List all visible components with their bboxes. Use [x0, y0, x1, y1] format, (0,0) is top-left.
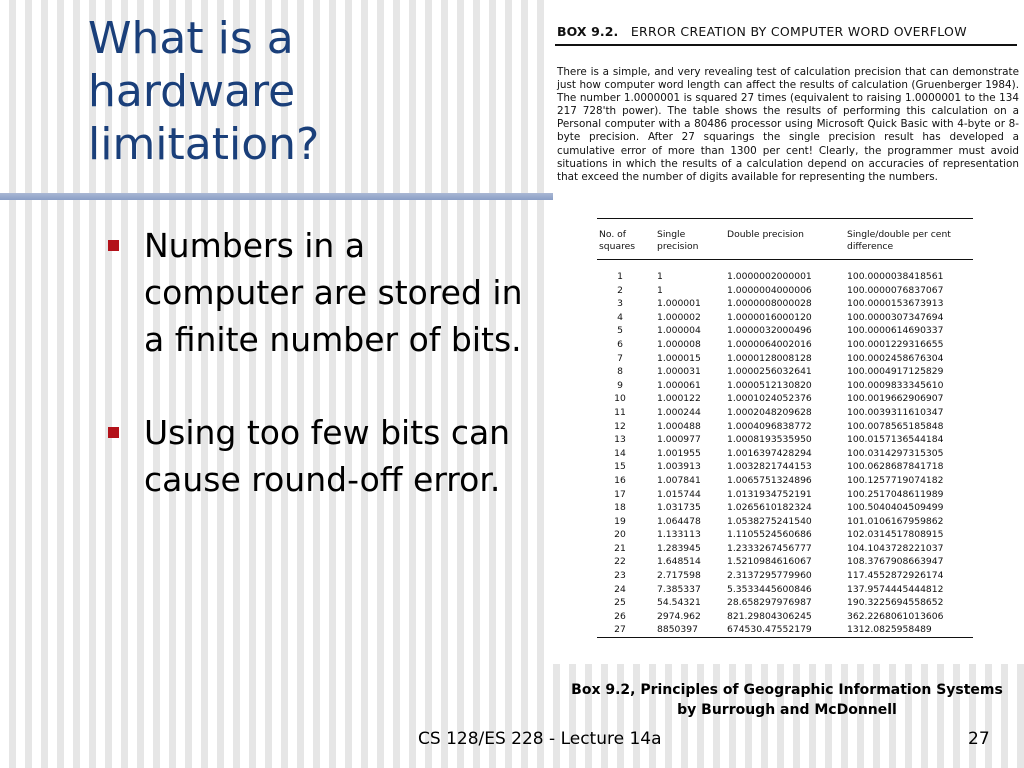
- table-cell: 137.9574445444812: [847, 583, 944, 595]
- table-cell: 190.3225694558652: [847, 597, 944, 609]
- col-header-squares: No. of squares: [599, 229, 636, 252]
- table-cell: 1.000015: [657, 352, 701, 364]
- table-cell: 362.2268061013606: [847, 610, 944, 622]
- table-row: [597, 324, 973, 338]
- table-cell: 100.0000076837067: [847, 284, 944, 296]
- table-cell: 2: [617, 284, 623, 296]
- table-cell: 1.648514: [657, 556, 701, 568]
- table-cell: 24: [614, 583, 626, 595]
- table-cell: 2.717598: [657, 570, 701, 582]
- table-row: [597, 583, 973, 597]
- page-number: 27: [968, 729, 990, 749]
- table-cell: 1.000488: [657, 420, 701, 432]
- table-row: [597, 338, 973, 352]
- table-cell: 2.3137295779960: [727, 570, 812, 582]
- table-cell: 9: [617, 379, 623, 391]
- table-cell: 1.0538275241540: [727, 515, 812, 527]
- table-cell: 102.0314517808915: [847, 529, 944, 541]
- bullet-item: [104, 409, 524, 503]
- table-cell: 1.000244: [657, 406, 701, 418]
- table-cell: 1.000031: [657, 366, 701, 378]
- table-cell: 1.0016397428294: [727, 447, 812, 459]
- table-cell: 100.0078565185848: [847, 420, 944, 432]
- table-cell: 10: [614, 393, 626, 405]
- table-row: [597, 311, 973, 325]
- table-cell: 100.0000307347694: [847, 311, 944, 323]
- box-title: ERROR CREATION BY COMPUTER WORD OVERFLOW: [630, 24, 967, 39]
- table-cell: 1.000061: [657, 379, 701, 391]
- table-cell: 1.007841: [657, 474, 701, 486]
- table-cell: 5.3533445600846: [727, 583, 812, 595]
- table-cell: 117.4552872926174: [847, 570, 944, 582]
- table-cell: 20: [614, 529, 626, 541]
- table-row: [597, 488, 973, 502]
- table-cell: 1.1105524560686: [727, 529, 812, 541]
- table-cell: 1.0001024052376: [727, 393, 812, 405]
- table-cell: 19: [614, 515, 626, 527]
- table-cell: 100.0000614690337: [847, 325, 944, 337]
- table-cell: 100.0004917125829: [847, 366, 944, 378]
- bullet-list: [104, 222, 524, 549]
- table-cell: 1.064478: [657, 515, 701, 527]
- table-cell: 7.385337: [657, 583, 701, 595]
- table-cell: 1: [657, 284, 663, 296]
- square-bullet-icon: [108, 427, 119, 438]
- table-row: [597, 460, 973, 474]
- book-excerpt-image: [553, 0, 1024, 664]
- table-body: [597, 260, 973, 638]
- table-cell: 8850397: [657, 624, 698, 636]
- table-cell: 100.0157136544184: [847, 434, 944, 446]
- table-cell: 1.283945: [657, 542, 701, 554]
- table-row: [597, 365, 973, 379]
- table-cell: 1: [617, 271, 623, 282]
- table-cell: 674530.47552179: [727, 624, 812, 636]
- table-cell: 1.0032821744153: [727, 461, 812, 473]
- table-row: [597, 406, 973, 420]
- table-row: [597, 555, 973, 569]
- table-row: [597, 392, 973, 406]
- table-cell: 1.0265610182324: [727, 502, 812, 514]
- table-cell: 26: [614, 610, 626, 622]
- table-row: [597, 420, 973, 434]
- footer-course: CS 128/ES 228 - Lecture 14a: [418, 729, 662, 749]
- table-cell: 27: [614, 624, 626, 636]
- table-cell: 1.001955: [657, 447, 701, 459]
- table-cell: 100.0009833345610: [847, 379, 944, 391]
- table-cell: 1.000004: [657, 325, 701, 337]
- image-caption: Box 9.2, Principles of Geographic Information Systems by Burrough and McDonnell: [571, 682, 1003, 718]
- table-cell: 11: [614, 406, 626, 418]
- table-cell: 821.29804306245: [727, 610, 812, 622]
- table-cell: 22: [614, 556, 626, 568]
- table-cell: 100.0000153673913: [847, 298, 944, 310]
- table-cell: 17: [614, 488, 626, 500]
- table-cell: 12: [614, 420, 626, 432]
- title-divider: [0, 193, 560, 200]
- slide-footer: [0, 729, 1024, 753]
- table-cell: 100.2517048611989: [847, 488, 944, 500]
- slide-title: What is a hardware limitation?: [88, 13, 320, 170]
- table-spacer-row: [597, 260, 973, 271]
- table-cell: 21: [614, 542, 626, 554]
- box-heading: [557, 24, 967, 39]
- table-cell: 1.0065751324896: [727, 474, 812, 486]
- table-cell: 1.000977: [657, 434, 701, 446]
- box-paragraph: There is a simple, and very revealing test of calculation precision that can demonstrate just how computer word length can affect the results of calculation (Gruenberger 1984). The number 1.0000001 is squared 27 times (equivalent to raising 1.0000001 to the 134 217 728'th power). The table shows the results of performing this calculation on a Personal computer with a 80486 processor using Microsoft Quick Basic with 4-byte or 8-byte precision. After 27 squarings the single precision result has developed a cumulative error of more than 1300 per cent! Clearly, the programmer must avoid situations in which the results of a calculation depend on accuracies of representation that exceed the number of digits available for representing the numbers.: [557, 66, 1019, 183]
- table-cell: 3: [617, 298, 623, 310]
- table-cell: 1.015744: [657, 488, 701, 500]
- table-cell: 108.3767908663947: [847, 556, 944, 568]
- table-cell: 100.0002458676304: [847, 352, 944, 364]
- table-cell: 1.0000064002016: [727, 338, 812, 350]
- box-heading-rule: [555, 44, 1017, 46]
- precision-table: [597, 218, 973, 638]
- table-cell: 1.0000004000006: [727, 284, 812, 296]
- col-header-difference: Single/double per cent difference: [847, 229, 951, 252]
- table-cell: 1.0000512130820: [727, 379, 812, 391]
- box-number: BOX 9.2.: [557, 24, 619, 39]
- col-header-double: Double precision: [727, 229, 804, 240]
- table-cell: 1.0000016000120: [727, 311, 812, 323]
- table-row: [597, 447, 973, 461]
- table-cell: 28.658297976987: [727, 597, 812, 609]
- table-cell: 6: [617, 338, 623, 350]
- table-row: [597, 379, 973, 393]
- table-cell: 101.0106167959862: [847, 515, 944, 527]
- table-row: [597, 270, 973, 284]
- table-cell: 16: [614, 474, 626, 486]
- bullet-text: Using too few bits can cause round-off error.: [144, 413, 511, 499]
- table-cell: 1.2333267456777: [727, 542, 812, 554]
- table-row: [597, 596, 973, 610]
- table-cell: 1.0000032000496: [727, 325, 812, 337]
- table-cell: 100.0628687841718: [847, 461, 944, 473]
- table-cell: 1.0000002000001: [727, 271, 812, 282]
- table-cell: 100.5040404509499: [847, 502, 944, 514]
- table-cell: 100.0000038418561: [847, 271, 944, 282]
- table-row: [597, 433, 973, 447]
- table-cell: 100.0039311610347: [847, 406, 944, 418]
- table-cell: 100.0314297315305: [847, 447, 944, 459]
- table-cell: 1.000008: [657, 338, 701, 350]
- table-cell: 4: [617, 311, 623, 323]
- table-cell: 1.0000256032641: [727, 366, 812, 378]
- table-cell: 15: [614, 461, 626, 473]
- table-cell: 1.000122: [657, 393, 701, 405]
- table-cell: 1.000001: [657, 298, 701, 310]
- table-cell: 1.5210984616067: [727, 556, 812, 568]
- table-row: [597, 284, 973, 298]
- table-cell: 23: [614, 570, 626, 582]
- table-cell: 18: [614, 502, 626, 514]
- table-cell: 100.0001229316655: [847, 338, 944, 350]
- table-row: [597, 542, 973, 556]
- table-cell: 1.0000128008128: [727, 352, 812, 364]
- table-cell: 100.1257719074182: [847, 474, 944, 486]
- table-cell: 1.0004096838772: [727, 420, 812, 432]
- table-cell: 1.000002: [657, 311, 701, 323]
- table-cell: 1.0002048209628: [727, 406, 812, 418]
- bullet-text: Numbers in a computer are stored in a finite number of bits.: [144, 226, 523, 359]
- table-cell: 13: [614, 434, 626, 446]
- table-cell: 1.133113: [657, 529, 701, 541]
- table-header-row: [597, 219, 973, 260]
- table-cell: 1312.0825958489: [847, 624, 932, 636]
- table-cell: 1: [657, 271, 663, 282]
- table-cell: 1.0008193535950: [727, 434, 812, 446]
- col-header-single: Single precision: [657, 229, 699, 252]
- table-cell: 104.1043728221037: [847, 542, 944, 554]
- table-cell: 25: [614, 597, 626, 609]
- table-cell: 2974.962: [657, 610, 701, 622]
- table-row: [597, 569, 973, 583]
- table-row: [597, 515, 973, 529]
- table-row: [597, 623, 973, 637]
- table-cell: 1.0000008000028: [727, 298, 812, 310]
- table-cell: 8: [617, 366, 623, 378]
- table-row: [597, 352, 973, 366]
- table-cell: 1.003913: [657, 461, 701, 473]
- table-cell: 100.0019662906907: [847, 393, 944, 405]
- table-row: [597, 297, 973, 311]
- table-cell: 7: [617, 352, 623, 364]
- table-cell: 1.0131934752191: [727, 488, 812, 500]
- table-row: [597, 474, 973, 488]
- table-row: [597, 501, 973, 515]
- table-row: [597, 528, 973, 542]
- square-bullet-icon: [108, 240, 119, 251]
- table-cell: 54.54321: [657, 597, 701, 609]
- table-cell: 5: [617, 325, 623, 337]
- bullet-item: [104, 222, 524, 363]
- table-cell: 14: [614, 447, 626, 459]
- table-cell: 1.031735: [657, 502, 701, 514]
- table-row: [597, 610, 973, 624]
